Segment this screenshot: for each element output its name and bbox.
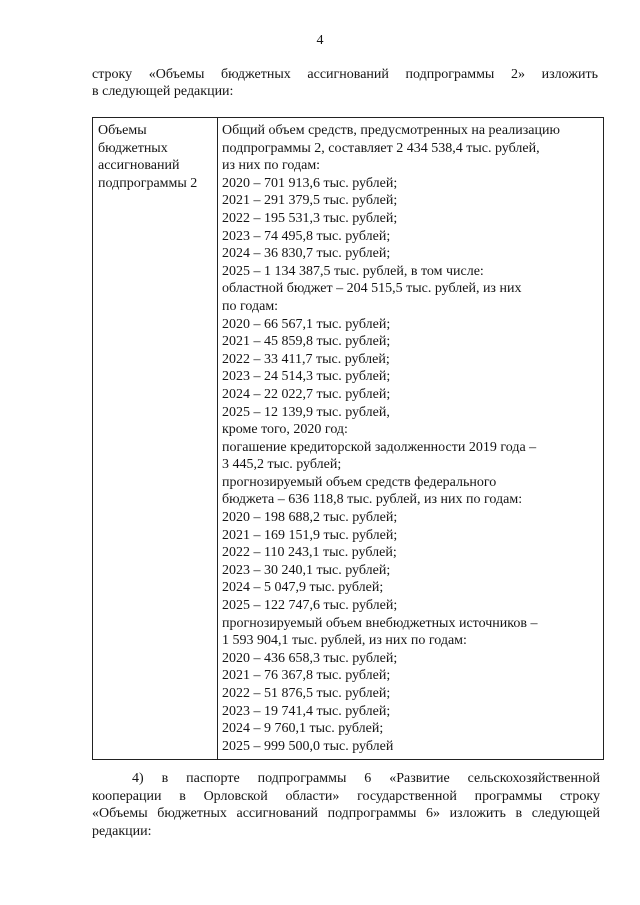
content-line: погашение кредиторской задолженности 2019 года – xyxy=(222,439,537,455)
content-line: 1 593 904,1 тыс. рублей, из них по годам: xyxy=(222,633,467,649)
content-line: 2020 – 436 658,3 тыс. рублей; xyxy=(222,650,398,666)
content-line: областной бюджет – 204 515,5 тыс. рублей, из них xyxy=(222,281,522,297)
page-number: 4 xyxy=(316,33,324,48)
content-line: 3 445,2 тыс. рублей; xyxy=(222,457,342,473)
content-line: 2024 – 5 047,9 тыс. рублей; xyxy=(222,580,384,596)
content-line: прогнозируемый объем средств федерального xyxy=(222,474,497,490)
paragraph-line: кооперации в Орловской области» государственной программы строку xyxy=(92,788,600,804)
content-line: 2023 – 24 514,3 тыс. рублей; xyxy=(222,369,391,385)
content-line: 2020 – 701 913,6 тыс. рублей; xyxy=(222,175,398,191)
label-line: подпрограммы 2 xyxy=(98,175,198,191)
amendment-paragraph xyxy=(92,770,600,840)
content-line: 2024 – 22 022,7 тыс. рублей; xyxy=(222,386,391,402)
content-line: 2021 – 76 367,8 тыс. рублей; xyxy=(222,668,391,684)
content-line: 2025 – 1 134 387,5 тыс. рублей, в том числе: xyxy=(222,263,484,279)
content-line: 2025 – 122 747,6 тыс. рублей; xyxy=(222,598,398,614)
label-line: Объемы xyxy=(98,123,147,138)
paragraph-line: «Объемы бюджетных ассигнований подпрограммы 6» изложить в следующей xyxy=(92,806,600,822)
content-line: из них по годам: xyxy=(222,158,321,174)
budget-content-cell xyxy=(218,118,604,760)
content-line: 2022 – 110 243,1 тыс. рублей; xyxy=(222,545,397,561)
content-line: 2022 – 51 876,5 тыс. рублей; xyxy=(222,686,391,701)
content-line: по годам: xyxy=(222,298,279,314)
content-line: 2020 – 66 567,1 тыс. рублей; xyxy=(222,316,391,332)
paragraph-line: редакции: xyxy=(92,823,152,839)
table-row xyxy=(93,118,604,760)
content-line: подпрограммы 2, составляет 2 434 538,4 тыс. рублей, xyxy=(222,140,540,156)
content-line: 2022 – 33 411,7 тыс. рублей; xyxy=(222,351,390,367)
content-line: 2021 – 169 151,9 тыс. рублей; xyxy=(222,527,398,543)
intro-line: строку «Объемы бюджетных ассигнований подпрограммы 2» изложить xyxy=(92,67,598,82)
content-line: 2024 – 9 760,1 тыс. рублей; xyxy=(222,721,384,737)
intro-text xyxy=(92,66,598,100)
content-line: 2023 – 74 495,8 тыс. рублей; xyxy=(222,228,391,244)
intro-line: в следующей редакции: xyxy=(92,84,234,99)
content-line: кроме того, 2020 год: xyxy=(222,422,348,438)
content-line: 2025 – 999 500,0 тыс. рублей xyxy=(222,738,394,754)
content-line: 2022 – 195 531,3 тыс. рублей; xyxy=(222,210,398,226)
content-line: 2021 – 45 859,8 тыс. рублей; xyxy=(222,334,391,350)
content-line: 2024 – 36 830,7 тыс. рублей; xyxy=(222,246,391,262)
content-line: Общий объем средств, предусмотренных на реализацию xyxy=(222,123,560,138)
content-line: 2021 – 291 379,5 тыс. рублей; xyxy=(222,193,398,209)
content-line: 2025 – 12 139,9 тыс. рублей, xyxy=(222,404,390,420)
label-line: ассигнований xyxy=(98,158,180,174)
budget-label-cell xyxy=(93,118,218,760)
content-line: 2023 – 19 741,4 тыс. рублей; xyxy=(222,703,391,719)
content-line: 2020 – 198 688,2 тыс. рублей; xyxy=(222,510,398,526)
paragraph-line: 4) в паспорте подпрограммы 6 «Развитие сельскохозяйственной xyxy=(132,771,600,786)
label-line: бюджетных xyxy=(98,140,168,156)
content-line: прогнозируемый объем внебюджетных источников – xyxy=(222,615,538,631)
content-line: 2023 – 30 240,1 тыс. рублей; xyxy=(222,562,391,578)
budget-table xyxy=(92,117,604,760)
content-line: бюджета – 636 118,8 тыс. рублей, из них по годам: xyxy=(222,492,523,508)
